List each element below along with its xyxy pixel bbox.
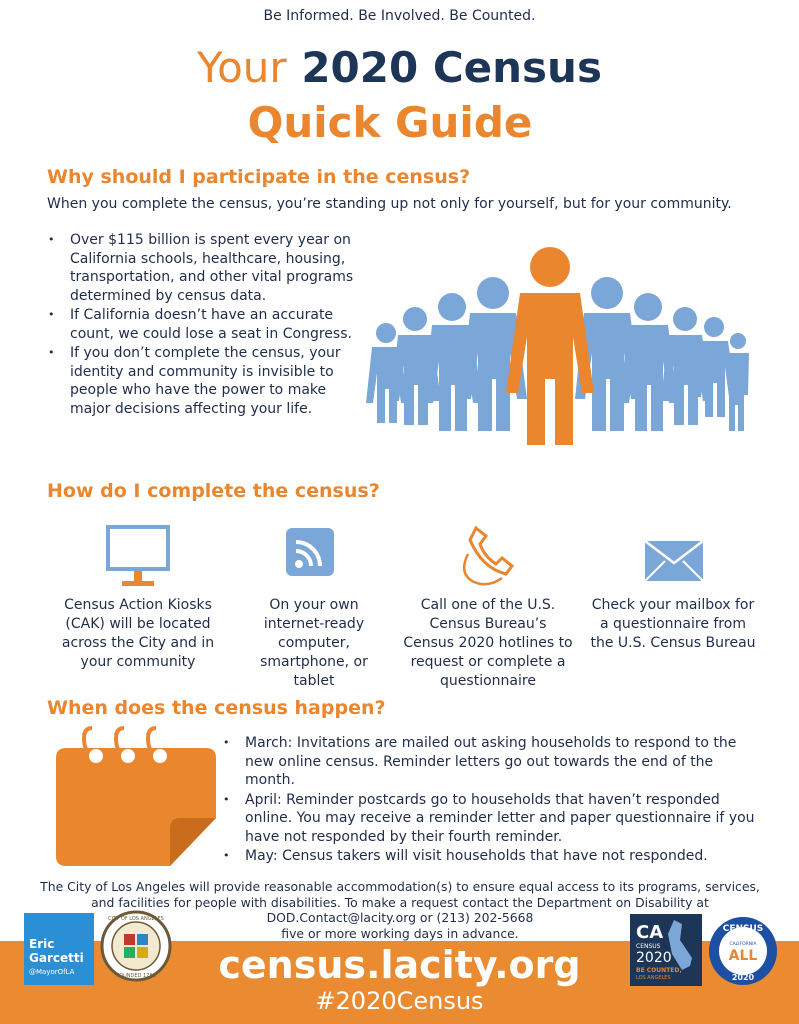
why-intro: When you complete the census, you’re standing up not only for yourself, but for your community. [47, 196, 732, 212]
accommodation-line: five or more working days in advance. [281, 925, 519, 941]
ca-slogan-line1: BE COUNTED, [636, 967, 682, 974]
badge-california-text: CALIFORNIA [729, 942, 757, 947]
phone-icon [458, 524, 518, 590]
accommodation-line: and facilities for people with disabilities. To make a request contact the Department on Disability at [91, 894, 709, 910]
badge-census-text: CENSUS [722, 924, 764, 934]
ca-year-text: 2020 [636, 950, 672, 966]
list-item: • March: Invitations are mailed out asking households to respond to the new online census. Reminder letters go out towards the end of the month. [221, 734, 761, 790]
badge-all-text: ALL [728, 948, 758, 964]
page-subtitle: Quick Guide [247, 98, 533, 147]
how-item-mail: Check your mailbox for a questionnaire from the U.S. Census Bureau [590, 597, 756, 651]
seal-top-text: CITY OF LOS ANGELES [108, 916, 164, 922]
people-illustration [360, 245, 750, 455]
page-title [0, 44, 799, 92]
ca-census-logo [630, 914, 702, 986]
eric-garcetti-logo: Eric Garcetti @MayorOfLA [24, 913, 94, 985]
title-your: Your [197, 43, 287, 92]
list-item: • May: Census takers will visit households that have not responded. [221, 847, 761, 866]
how-item-phone: Call one of the U.S. Census Bureau’s Census 2020 hotlines to request or complete a questionnaire [403, 597, 573, 689]
list-item: • If you don’t complete the census, your identity and community is invisible to people who have the power to make major decisions affecting your life. [46, 344, 358, 418]
accommodation-contact[interactable]: DOD.Contact@lacity.org or (213) 202-5668 [266, 910, 534, 925]
list-item: • April: Reminder postcards go to households that haven’t responded online. You may receive a reminder letter and paper questionnaire if you have not responded by their fourth reminder. [221, 791, 761, 847]
accommodation-line: The City of Los Angeles will provide reasonable accommodation(s) to ensure equal access to its programs, services, [40, 879, 760, 894]
how-item-online: On your own internet-ready computer, smartphone, or tablet [260, 597, 368, 689]
ca-text: CA [636, 922, 664, 943]
city-seal-logo [100, 910, 172, 982]
title-2020-census: 2020 Census [301, 43, 602, 92]
why-list [46, 231, 358, 419]
hashtag: #2020Census [315, 987, 484, 1015]
badge-year-text: 2020 [731, 973, 755, 982]
seal-bottom-text: FOUNDED 1781 [116, 973, 156, 979]
tagline: Be Informed. Be Involved. Be Counted. [263, 8, 536, 24]
how-heading: How do I complete the census? [47, 480, 380, 502]
wifi-icon [286, 528, 334, 576]
why-heading: Why should I participate in the census? [47, 166, 471, 188]
ca-census-text: CENSUS [636, 943, 661, 950]
census-all-badge [708, 916, 778, 986]
ca-slogan-line2: LOS ANGELES [636, 975, 671, 981]
how-item-kiosk: Census Action Kiosks (CAK) will be located across the City and in your community [61, 597, 215, 670]
calendar-icon [52, 724, 218, 872]
monitor-icon [106, 525, 170, 589]
website-link[interactable]: census.lacity.org [218, 943, 581, 987]
when-list [221, 734, 761, 867]
envelope-icon [644, 540, 704, 582]
list-item: • Over $115 billion is spent every year on California schools, healthcare, housing, transportation, and other vital programs determined by census data. [46, 231, 358, 305]
list-item: • If California doesn’t have an accurate count, we could lose a seat in Congress. [46, 306, 358, 343]
when-heading: When does the census happen? [47, 697, 386, 719]
